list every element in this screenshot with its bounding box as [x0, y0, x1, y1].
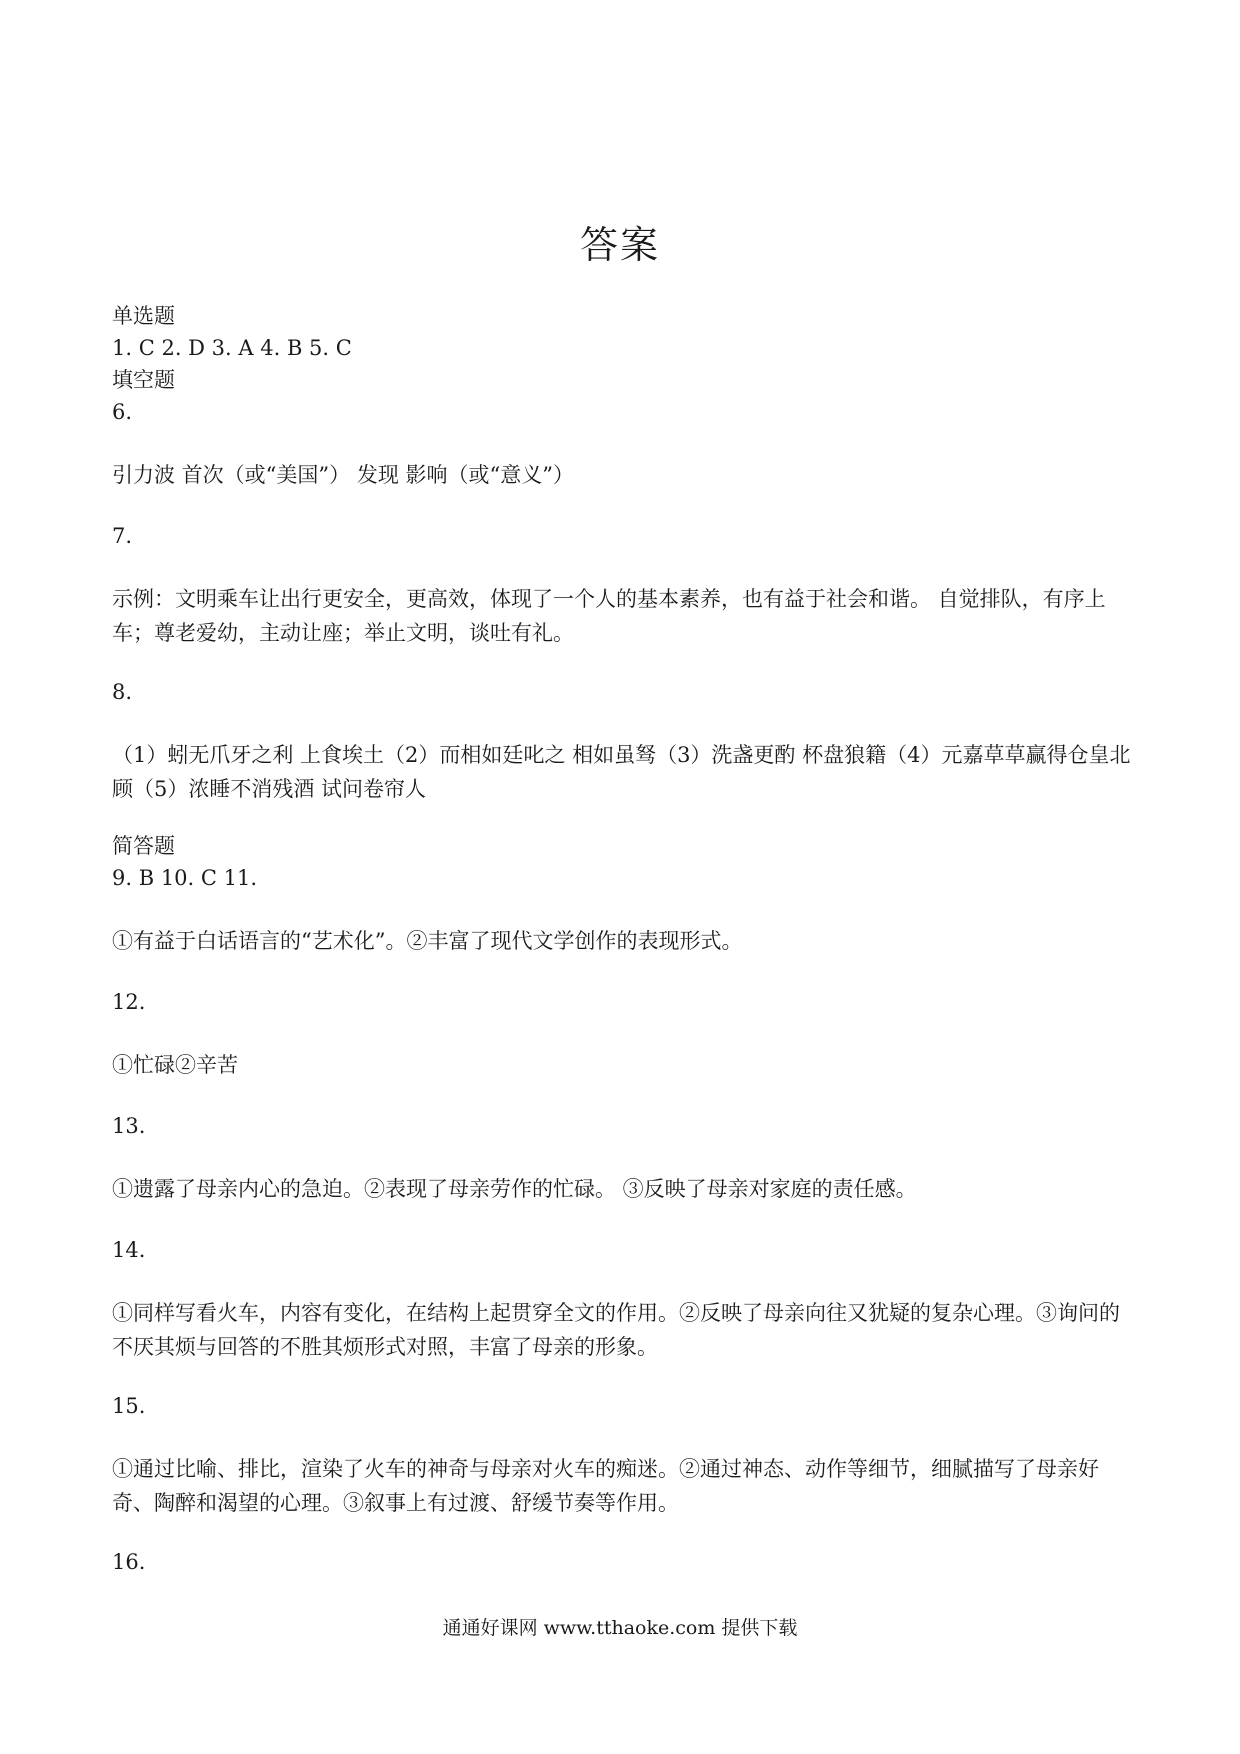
answer-14: ①同样写看火车，内容有变化，在结构上起贯穿全文的作用。②反映了母亲向往又犹疑的复杂心理。③询问的不厌其烦与回答的不胜其烦形式对照，丰富了母亲的形象。 — [112, 1301, 1120, 1359]
question-number-8: 8. — [112, 680, 133, 704]
question-number-13: 13. — [112, 1114, 146, 1138]
question-number-15: 15. — [112, 1394, 146, 1418]
section-heading-fill-blank: 填空题 — [112, 368, 175, 392]
answer-11: ①有益于白话语言的“艺术化”。②丰富了现代文学创作的表现形式。 — [112, 929, 743, 953]
question-number-6: 6. — [112, 400, 133, 424]
answer-12: ①忙碌②辛苦 — [112, 1053, 238, 1077]
page-title: 答案 — [579, 223, 660, 267]
short-answer-choices: 9. B 10. C 11. — [112, 866, 258, 890]
question-number-14: 14. — [112, 1238, 146, 1262]
section-heading-short-answer: 简答题 — [112, 834, 175, 858]
question-number-16: 16. — [112, 1550, 146, 1574]
single-choice-answers: 1. C 2. D 3. A 4. B 5. C — [112, 336, 352, 360]
question-number-12: 12. — [112, 990, 146, 1014]
question-number-7: 7. — [112, 524, 133, 548]
answer-15: ①通过比喻、排比，渲染了火车的神奇与母亲对火车的痴迷。②通过神态、动作等细节，细腻描写了母亲好奇、陶醉和渴望的心理。③叙事上有过渡、舒缓节奏等作用。 — [112, 1457, 1099, 1515]
answer-8: （1）蚓无爪牙之利 上食埃土（2）而相如廷叱之 相如虽驽（3）洗盏更酌 杯盘狼籍（4）元嘉草草赢得仓皇北顾（5）浓睡不消残酒 试问卷帘人 — [112, 743, 1131, 801]
answer-7: 示例：文明乘车让出行更安全，更高效，体现了一个人的基本素养，也有益于社会和谐。 自觉排队，有序上车；尊老爱幼，主动让座；举止文明，谈吐有礼。 — [112, 587, 1106, 645]
answer-13: ①遗露了母亲内心的急迫。②表现了母亲劳作的忙碌。 ③反映了母亲对家庭的责任感。 — [112, 1177, 917, 1201]
answer-6: 引力波 首次（或“美国”） 发现 影响（或“意义”） — [112, 463, 574, 487]
footer-source-text: 通通好课网 www.tthaoke.com 提供下载 — [442, 1617, 798, 1639]
section-heading-single-choice: 单选题 — [112, 304, 175, 328]
